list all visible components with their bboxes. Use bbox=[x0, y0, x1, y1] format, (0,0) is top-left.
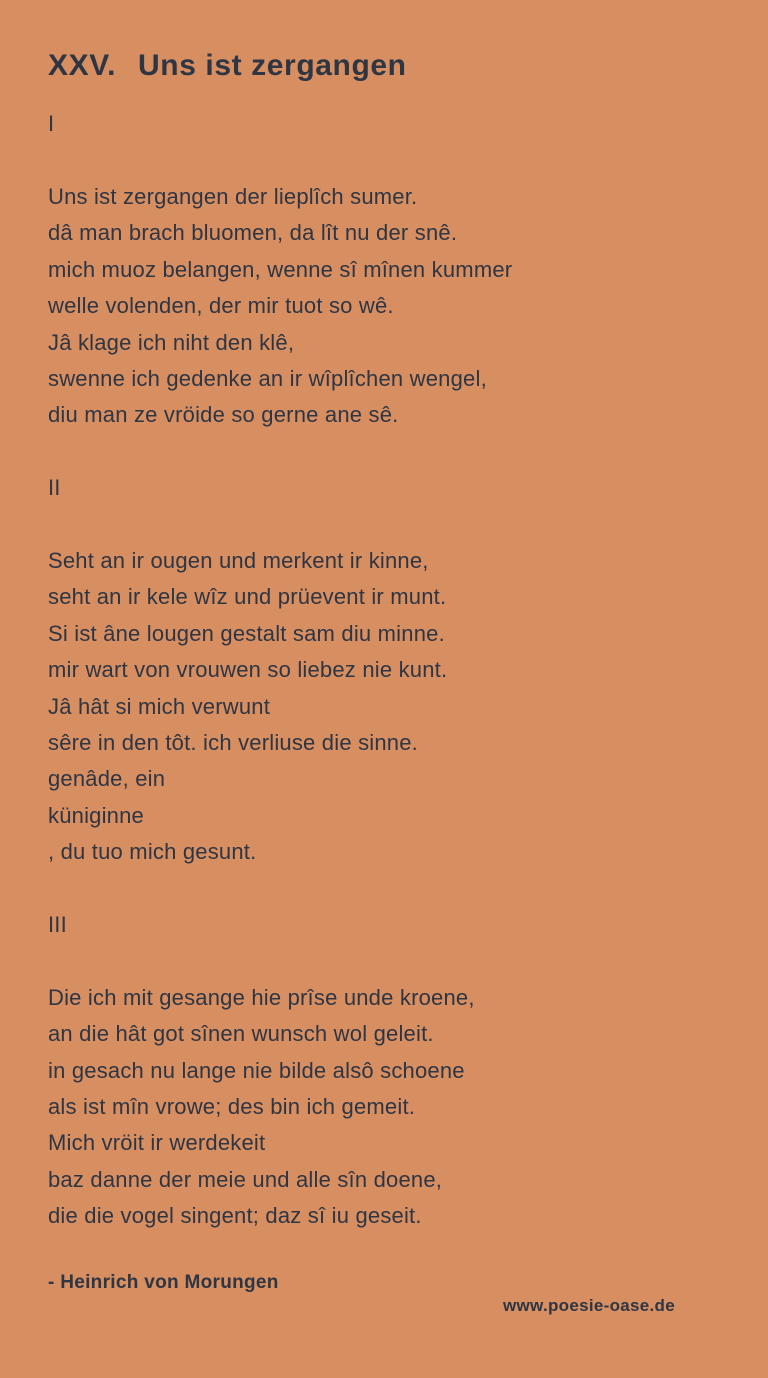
verse-line: seht an ir kele wîz und prüevent ir munt. bbox=[48, 584, 447, 610]
poem-title-text: Uns ist zergangen bbox=[138, 49, 407, 82]
verse-line: Mich vröit ir werdekeit bbox=[48, 1130, 266, 1156]
stanza-iii bbox=[48, 907, 720, 1235]
poem-body bbox=[48, 106, 720, 1235]
verse-line: genâde, ein bbox=[48, 766, 166, 792]
verse-line: in gesach nu lange nie bilde alsô schoene bbox=[48, 1057, 465, 1083]
verse-line: Jâ klage ich niht den klê, bbox=[48, 329, 295, 355]
stanza-ii bbox=[48, 470, 720, 870]
verse-line: an die hât got sînen wunsch wol geleit. bbox=[48, 1021, 434, 1047]
verse-line: sêre in den tôt. ich verliuse die sinne. bbox=[48, 729, 418, 755]
verse-line: küniginne bbox=[48, 802, 144, 828]
verse-line: mich muoz belangen, wenne sî mînen kummer bbox=[48, 256, 513, 282]
verse-line: als ist mîn vrowe; des bin ich gemeit. bbox=[48, 1093, 416, 1119]
verse-line: swenne ich gedenke an ir wîplîchen wengel, bbox=[48, 365, 487, 391]
stanza-i bbox=[48, 106, 720, 434]
verse-line: Seht an ir ougen und merkent ir kinne, bbox=[48, 547, 429, 573]
stanza-label: I bbox=[48, 111, 55, 137]
verse-line: mir wart von vrouwen so liebez nie kunt. bbox=[48, 657, 448, 683]
author-line: - Heinrich von Morungen bbox=[48, 1272, 279, 1293]
website-url: www.poesie-oase.de bbox=[503, 1296, 675, 1315]
verse-line: diu man ze vröide so gerne ane sê. bbox=[48, 402, 399, 428]
verse-line: die die vogel singent; daz sî iu geseit. bbox=[48, 1203, 422, 1229]
verse-line: Uns ist zergangen der lieplîch sumer. bbox=[48, 183, 418, 209]
verse-line: dâ man brach bluomen, da lît nu der snê. bbox=[48, 220, 458, 246]
verse-line: Si ist âne lougen gestalt sam diu minne. bbox=[48, 620, 445, 646]
verse-line: Jâ hât si mich verwunt bbox=[48, 693, 271, 719]
poem-title bbox=[48, 46, 720, 86]
poem-page bbox=[0, 46, 768, 1317]
verse-line: Die ich mit gesange hie prîse unde kroene, bbox=[48, 984, 475, 1010]
verse-line: welle volenden, der mir tuot so wê. bbox=[48, 293, 394, 319]
poem-title-number: XXV. bbox=[48, 49, 117, 82]
verse-line: , du tuo mich gesunt. bbox=[48, 839, 257, 865]
verse-line: baz danne der meie und alle sîn doene, bbox=[48, 1166, 443, 1192]
stanza-label: II bbox=[48, 475, 61, 501]
stanza-label: III bbox=[48, 911, 67, 937]
